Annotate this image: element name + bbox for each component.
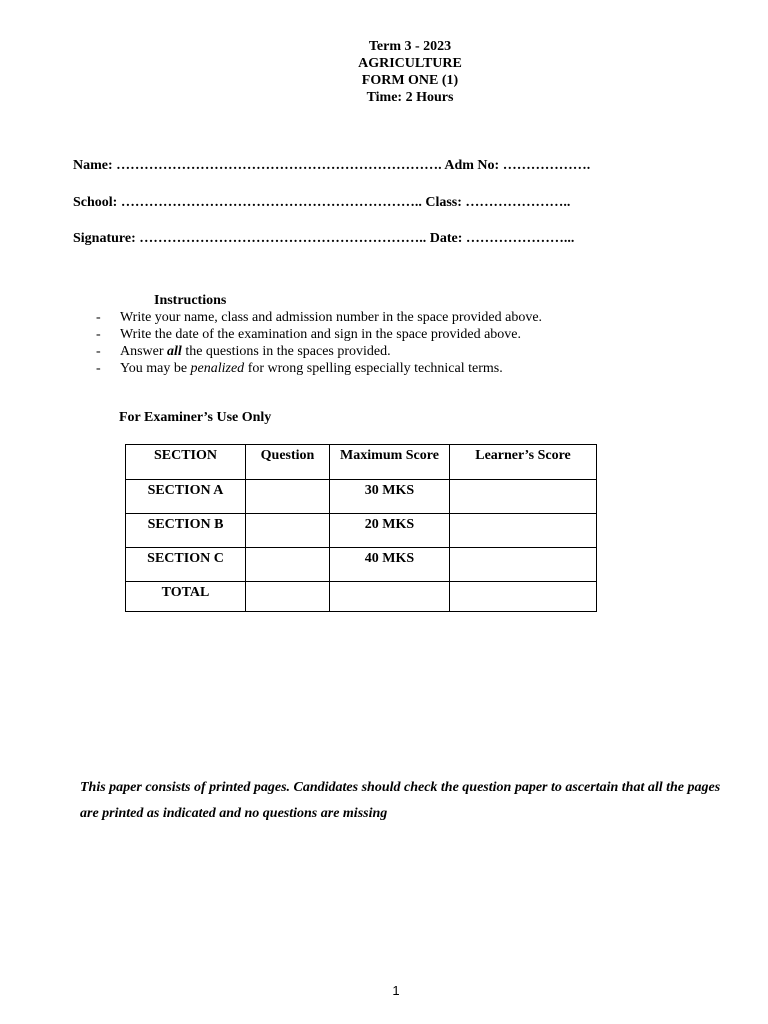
table-cell: 20 MKS [330,514,450,548]
table-cell [450,514,597,548]
instruction-item: - Write your name, class and admission number in the space provided above. [96,310,543,325]
instructions-list [96,309,542,377]
table-header: Learner’s Score [450,445,597,480]
form-label: FORM ONE (1) [361,73,459,88]
score-table [125,444,597,612]
table-cell [450,480,597,514]
table-header: Maximum Score [330,445,450,480]
table-header: Question [246,445,330,480]
instruction-item: - You may be penalized for wrong spelling especially technical terms. [96,361,503,376]
subject-title: AGRICULTURE [358,56,462,71]
examiner-use-title: For Examiner’s Use Only [119,410,272,425]
table-cell: 30 MKS [330,480,450,514]
table-header-row [126,445,597,480]
table-cell [246,582,330,612]
name-adm-line: Name: ……………………………………………………………. Adm No: ………………. [73,158,591,173]
footer-note: This paper consists of printed pages. Candidates should check the question paper to ascertain that all the pages are printed as indicated and no questions are missing [80,780,721,821]
time-label: Time: 2 Hours [366,90,454,105]
table-cell: 40 MKS [330,548,450,582]
table-cell: TOTAL [126,582,246,612]
table-cell [246,514,330,548]
exam-header [0,38,768,106]
table-cell: SECTION A [126,480,246,514]
table-row [126,514,597,548]
signature-date-line: Signature: …………………………………………………….. Date: …………………... [73,231,575,246]
table-header: SECTION [126,445,246,480]
table-row [126,548,597,582]
table-row [126,582,597,612]
instruction-item: - Write the date of the examination and sign in the space provided above. [96,327,522,342]
table-row [126,480,597,514]
table-cell: SECTION C [126,548,246,582]
instruction-item: - Answer all the questions in the spaces provided. [96,344,391,359]
table-cell [246,480,330,514]
table-cell [246,548,330,582]
table-cell: SECTION B [126,514,246,548]
table-cell [450,582,597,612]
table-cell [450,548,597,582]
page-number: 1 [392,983,400,998]
table-cell [330,582,450,612]
school-class-line: School: ……………………………………………………….. Class: ………………….. [73,195,571,210]
instructions-title: Instructions [154,293,227,308]
term-label: Term 3 - 2023 [368,39,452,54]
